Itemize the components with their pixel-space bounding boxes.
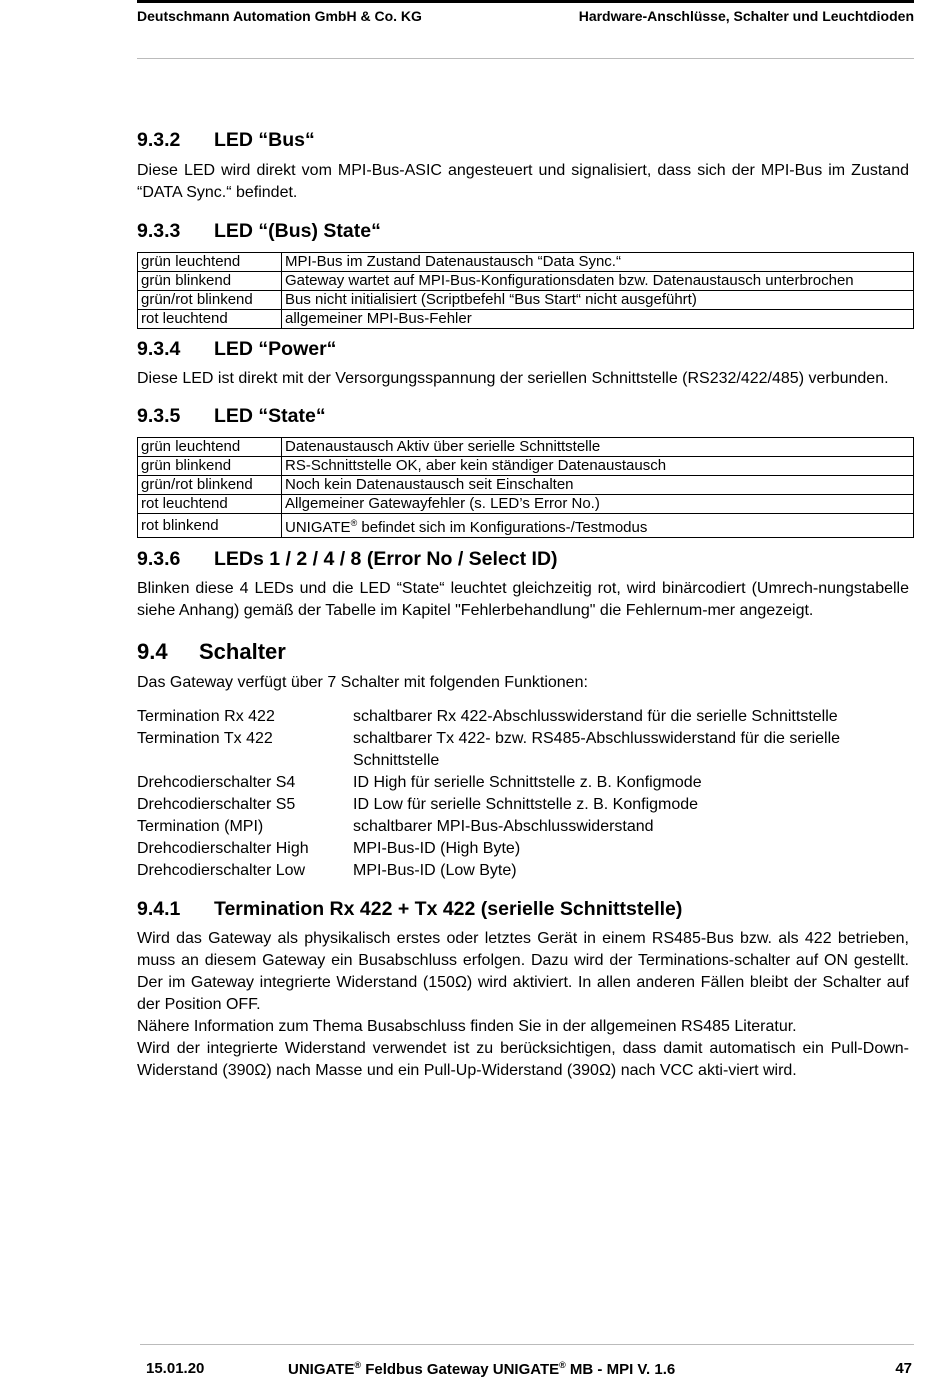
header-divider bbox=[137, 58, 914, 59]
table-row bbox=[138, 495, 914, 514]
header-company: Deutschmann Automation GmbH & Co. KG bbox=[137, 8, 422, 24]
section-title: Termination Rx 422 + Tx 422 (serielle Schnittstelle) bbox=[214, 898, 683, 920]
section-title: LED “State“ bbox=[214, 405, 326, 427]
section-title: LED “Bus“ bbox=[214, 129, 315, 151]
section-number: 9.3.4 bbox=[137, 338, 181, 360]
table-row bbox=[138, 253, 914, 272]
led-meaning: Allgemeiner Gatewayfehler (s. LED’s Error No.) bbox=[282, 495, 914, 514]
switch-function: ID High für serielle Schnittstelle z. B. Konfigmode bbox=[353, 774, 702, 791]
paragraph-switch-intro: Das Gateway verfügt über 7 Schalter mit folgenden Funktionen: bbox=[137, 674, 588, 691]
led-state: grün leuchtend bbox=[138, 253, 282, 272]
switch-function: schaltbarer Tx 422- bzw. RS485-Abschlusswiderstand für die serielle Schnittstelle bbox=[353, 730, 841, 769]
switch-function: schaltbarer Rx 422-Abschlusswiderstand für die serielle Schnittstelle bbox=[353, 708, 838, 725]
footer-title-part: UNIGATE bbox=[288, 1361, 355, 1378]
switch-name: Drehcodierschalter High bbox=[137, 840, 309, 857]
paragraph-led-power: Diese LED ist direkt mit der Versorgungsspannung der seriellen Schnittstelle (RS232/422/485) verbunden. bbox=[137, 370, 889, 387]
section-number: 9.3.2 bbox=[137, 129, 181, 151]
heading-9-3-6 bbox=[137, 546, 909, 572]
switch-list bbox=[137, 706, 909, 882]
table-row bbox=[138, 310, 914, 329]
footer-divider bbox=[140, 1344, 914, 1345]
led-state: grün blinkend bbox=[138, 457, 282, 476]
switch-function: MPI-Bus-ID (Low Byte) bbox=[353, 862, 517, 879]
led-meaning: allgemeiner MPI-Bus-Fehler bbox=[282, 310, 914, 329]
registered-mark: ® bbox=[354, 1360, 362, 1370]
led-state: grün/rot blinkend bbox=[138, 476, 282, 495]
list-item bbox=[137, 772, 909, 794]
heading-9-4-1 bbox=[137, 896, 909, 922]
table-row bbox=[138, 457, 914, 476]
led-meaning: Bus nicht initialisiert (Scriptbefehl “Bus Start“ nicht ausgeführt) bbox=[282, 291, 914, 310]
switch-function: ID Low für serielle Schnittstelle z. B. Konfigmode bbox=[353, 796, 699, 813]
led-state: grün leuchtend bbox=[138, 438, 282, 457]
section-number: 9.3.6 bbox=[137, 548, 181, 570]
table-row bbox=[138, 476, 914, 495]
footer-title-part: Feldbus Gateway UNIGATE bbox=[361, 1361, 560, 1378]
footer-date: 15.01.20 bbox=[146, 1360, 205, 1377]
heading-9-4 bbox=[137, 638, 909, 666]
led-meaning-text: befindet sich im Konfigurations-/Testmodus bbox=[357, 519, 648, 536]
table-row bbox=[138, 514, 914, 538]
footer-document-title bbox=[288, 1360, 675, 1378]
list-item bbox=[137, 706, 909, 728]
led-meaning: Gateway wartet auf MPI-Bus-Konfigurationsdaten bzw. Datenaustausch unterbrochen bbox=[282, 272, 914, 291]
paragraph-termination-2: Nähere Information zum Thema Busabschluss finden Sie in der allgemeinen RS485 Literatur. bbox=[137, 1018, 797, 1035]
paragraph-termination-1: Wird das Gateway als physikalisch erstes oder letztes Gerät in einem RS485-Bus bzw. als 422 betrieben, muss an diesem Gateway ein Busabschluss erfolgen. Dazu wird der Terminations-schalter auf ON gestellt. Der im Gateway integrierte Widerstand (150Ω) wird aktiviert. In allen anderen Fällen bleibt der Schalter auf der Position OFF. bbox=[137, 930, 909, 1013]
page-number: 47 bbox=[895, 1360, 912, 1377]
table-row bbox=[138, 438, 914, 457]
heading-9-3-4 bbox=[137, 336, 909, 362]
switch-function: schaltbarer MPI-Bus-Abschlusswiderstand bbox=[353, 818, 654, 835]
brand-name: UNIGATE bbox=[285, 519, 351, 536]
list-item bbox=[137, 860, 909, 882]
led-state: grün/rot blinkend bbox=[138, 291, 282, 310]
registered-mark: ® bbox=[350, 518, 358, 528]
switch-function: MPI-Bus-ID (High Byte) bbox=[353, 840, 521, 857]
section-number: 9.3.3 bbox=[137, 220, 181, 242]
table-row bbox=[138, 291, 914, 310]
switch-name: Termination Rx 422 bbox=[137, 708, 275, 725]
section-title: Schalter bbox=[199, 639, 286, 664]
section-number: 9.3.5 bbox=[137, 405, 181, 427]
list-item bbox=[137, 838, 909, 860]
led-state: grün blinkend bbox=[138, 272, 282, 291]
section-number: 9.4 bbox=[137, 639, 168, 664]
switch-name: Termination (MPI) bbox=[137, 818, 264, 835]
heading-9-3-5 bbox=[137, 403, 909, 429]
section-title: LED “Power“ bbox=[214, 338, 337, 360]
switch-name: Drehcodierschalter S4 bbox=[137, 774, 296, 791]
switch-name: Drehcodierschalter Low bbox=[137, 862, 306, 879]
led-meaning bbox=[282, 514, 914, 538]
section-title: LED “(Bus) State“ bbox=[214, 220, 381, 242]
list-item bbox=[137, 728, 909, 772]
header-chapter: Hardware-Anschlüsse, Schalter und Leuchtdioden bbox=[578, 8, 914, 24]
bus-state-led-table bbox=[137, 252, 914, 329]
table-row bbox=[138, 272, 914, 291]
led-meaning: Noch kein Datenaustausch seit Einschalten bbox=[282, 476, 914, 495]
led-meaning: Datenaustausch Aktiv über serielle Schnittstelle bbox=[282, 438, 914, 457]
led-state: rot leuchtend bbox=[138, 495, 282, 514]
led-meaning: RS-Schnittstelle OK, aber kein ständiger Datenaustausch bbox=[282, 457, 914, 476]
switch-name: Drehcodierschalter S5 bbox=[137, 796, 296, 813]
list-item bbox=[137, 794, 909, 816]
switch-name: Termination Tx 422 bbox=[137, 730, 273, 747]
paragraph-termination-3: Wird der integrierte Widerstand verwendet ist zu berücksichtigen, dass damit automatisch ein Pull-Down-Widerstand (390Ω) nach Masse und ein Pull-Up-Widerstand (390Ω) nach VCC akti-viert wird. bbox=[137, 1040, 909, 1079]
led-state: rot leuchtend bbox=[138, 310, 282, 329]
heading-9-3-2 bbox=[137, 127, 909, 153]
led-meaning: MPI-Bus im Zustand Datenaustausch “Data Sync.“ bbox=[282, 253, 914, 272]
list-item bbox=[137, 816, 909, 838]
header-top-rule bbox=[137, 0, 914, 3]
section-number: 9.4.1 bbox=[137, 898, 181, 920]
heading-9-3-3 bbox=[137, 218, 909, 244]
paragraph-led-bus: Diese LED wird direkt vom MPI-Bus-ASIC angesteuert und signalisiert, dass sich der MPI-Bus im Zustand “DATA Sync.“ befindet. bbox=[137, 162, 909, 201]
footer-title-part: MB - MPI V. 1.6 bbox=[565, 1361, 676, 1378]
registered-mark: ® bbox=[559, 1360, 566, 1370]
paragraph-error-leds: Blinken diese 4 LEDs und die LED “State“ leuchtet gleichzeitig rot, wird binärcodiert (Umrech-nungstabelle siehe Anhang) gemäß der Tabelle im Kapitel "Fehlerbehandlung" die Fehlernum-mer angezeigt. bbox=[137, 580, 909, 619]
led-state: rot blinkend bbox=[138, 514, 282, 538]
state-led-table bbox=[137, 437, 914, 538]
main-content bbox=[137, 127, 909, 1082]
section-title: LEDs 1 / 2 / 4 / 8 (Error No / Select ID) bbox=[214, 548, 558, 570]
